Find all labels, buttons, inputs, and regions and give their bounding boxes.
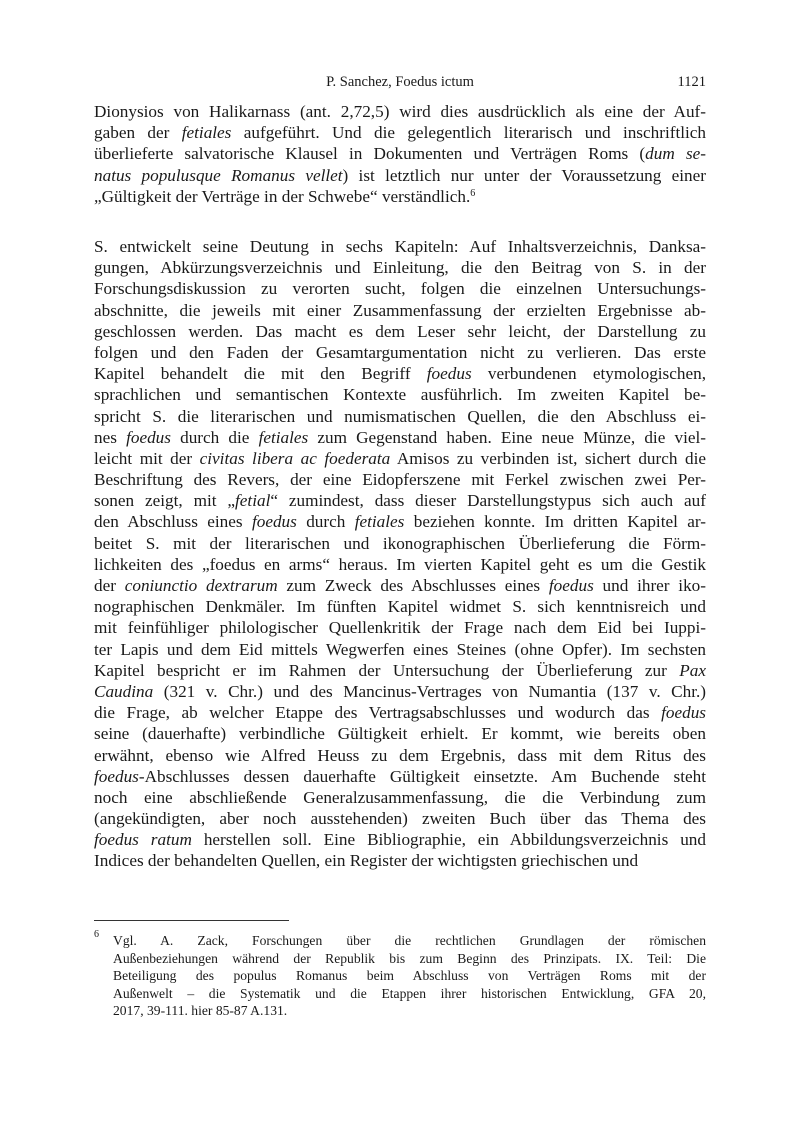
text-run: lichkeiten des „foedus en arms“ heraus. Im vierten Kapitel geht es um die Gestik bbox=[94, 554, 706, 574]
text-run: Amisos zu verbinden ist, sichert durch die bbox=[390, 448, 706, 468]
text-line bbox=[94, 257, 706, 278]
text-line bbox=[94, 596, 706, 617]
text-run: gaben der bbox=[94, 123, 182, 143]
text-run: mit feinfühliger philologischer Quellenkritik der Frage nach dem Eid bei Iuppi- bbox=[94, 618, 706, 638]
text-run: Beschriftung des Revers, der eine Eidopferszene mit Ferkel zwischen zwei Per- bbox=[94, 470, 706, 490]
italic-term: foedus bbox=[548, 576, 594, 595]
text-line bbox=[94, 850, 706, 871]
text-run: spricht S. die literarischen und numismatischen Quellen, die den Abschluss ei- bbox=[94, 406, 706, 426]
text-run: seine (dauerhafte) verbindliche Gültigkeit erhielt. Er kommt, wie bereits oben bbox=[94, 724, 706, 744]
text-run: ) ist letztlich nur unter der Voraussetzung einer bbox=[342, 165, 706, 185]
text-line bbox=[94, 511, 706, 532]
italic-term: foedus bbox=[251, 512, 297, 532]
footnote-line: 2017, 39-111. hier 85-87 A.131. bbox=[113, 1003, 288, 1019]
text-run: noch eine abschließende Generalzusammenfassung, die die Verbindung zum bbox=[94, 787, 706, 807]
text-run: den Abschluss eines bbox=[94, 512, 252, 532]
text-line bbox=[94, 448, 706, 469]
text-run: Indices der behandelten Quellen, ein Register der wichtigsten griechischen und bbox=[94, 851, 639, 871]
text-line bbox=[94, 165, 706, 186]
text-run: erwähnt, ebenso wie Alfred Heuss zu dem Ergebnis, dass mit dem Ritus des bbox=[94, 745, 706, 765]
text-run: geschlossen werden. Das macht es dem Leser sehr leicht, der Darstellung zu bbox=[94, 321, 706, 341]
text-run: gungen, Abkürzungsverzeichnis und Einleitung, die den Beitrag von S. in der bbox=[94, 258, 706, 278]
text-run: die Frage, ab welcher Etappe des Vertragsabschlusses und wodurch das bbox=[94, 703, 662, 723]
text-run: „Gültigkeit der Verträge in der Schwebe“ verständlich. bbox=[94, 186, 471, 206]
text-run: Dionysios von Halikarnass (ant. 2,72,5) wird dies ausdrücklich als eine der Auf- bbox=[94, 102, 706, 121]
footnote-line: Außenbeziehungen während der Republik bis zum Beginn des Prinzipats. IX. Teil: Die bbox=[113, 950, 706, 966]
text-run: “ zumindest, dass dieser Darstellungstypus sich auch auf bbox=[270, 491, 706, 511]
italic-term: fetiales bbox=[258, 427, 309, 447]
text-line bbox=[94, 639, 706, 660]
text-run: verbundenen etymologischen, bbox=[471, 364, 706, 384]
text-run: -Abschlusses dessen dauerhafte Gültigkeit einsetzte. Am Buchende steht bbox=[138, 766, 706, 786]
italic-term: fetiales bbox=[181, 123, 232, 143]
text-run: beziehen konnte. Im dritten Kapitel ar- bbox=[404, 512, 706, 532]
text-run: Kapitel bespricht er im Rahmen der Untersuchung der Überlieferung zur bbox=[94, 660, 680, 680]
text-run: sprachlichen und semantischen Kontexte ausführlich. Im zweiten Kapitel be- bbox=[94, 385, 706, 405]
footnote-line: Außenwelt – die Systematik und die Etappen ihrer historischen Entwicklung, GFA 20, bbox=[113, 985, 706, 1001]
text-line bbox=[94, 490, 706, 511]
text-line bbox=[94, 766, 706, 787]
text-run: Kapitel behandelt die mit den Begriff bbox=[94, 364, 427, 384]
paragraph-2 bbox=[94, 236, 706, 872]
text-run: nographischen Denkmäler. Im fünften Kapitel widmet S. sich kenntnisreich und bbox=[94, 597, 706, 617]
text-line bbox=[94, 236, 706, 257]
text-line bbox=[94, 101, 706, 122]
text-run: (321 v. Chr.) und des Mancinus-Vertrages von Numantia (137 v. Chr.) bbox=[153, 681, 706, 701]
italic-term: coniunctio dextrarum bbox=[124, 576, 278, 595]
text-run: abschnitte, die jeweils mit einer Zusammenfassung der erzielten Ergebnisse ab- bbox=[94, 300, 706, 320]
text-line bbox=[94, 300, 706, 321]
text-line bbox=[94, 533, 706, 554]
text-line bbox=[94, 384, 706, 405]
italic-term: natus populusque Romanus vellet bbox=[94, 165, 343, 185]
text-line bbox=[94, 829, 706, 850]
text-line bbox=[94, 660, 706, 681]
text-run: folgen und den Faden der Gesamtargumentation nicht zu verlieren. Das erste bbox=[94, 342, 706, 362]
italic-term: dum se- bbox=[645, 144, 706, 164]
text-run: und ihrer iko- bbox=[593, 576, 706, 595]
running-header bbox=[94, 74, 706, 94]
text-run: herstellen soll. Eine Bibliographie, ein Abbildungsverzeichnis und bbox=[191, 830, 706, 850]
text-run: Forschungsdiskussion zu verorten sucht, folgen die einzelnen Untersuchungs- bbox=[94, 279, 706, 299]
italic-term: fetiales bbox=[354, 512, 405, 532]
italic-term: foedus ratum bbox=[94, 830, 192, 850]
italic-term: foedus bbox=[661, 703, 706, 723]
text-run: zum Zweck des Abschlusses eines bbox=[277, 576, 549, 595]
text-line bbox=[94, 143, 706, 164]
footnote-text bbox=[113, 932, 706, 1020]
text-line bbox=[94, 575, 706, 596]
italic-term: fetial bbox=[235, 491, 271, 511]
text-line bbox=[94, 617, 706, 638]
page-number: 1121 bbox=[677, 74, 706, 90]
text-run: aufgeführt. Und die gelegentlich literarisch und inschriftlich bbox=[231, 123, 706, 143]
text-run: ter Lapis und dem Eid mittels Wegwerfen eines Steines (ohne Opfer). Im sechsten bbox=[94, 639, 706, 659]
text-line bbox=[94, 278, 706, 299]
text-run: überlieferte salvatorische Klausel in Dokumenten und Verträgen Roms ( bbox=[94, 144, 646, 164]
text-run: leicht mit der bbox=[94, 448, 200, 468]
text-run: durch die bbox=[170, 427, 259, 447]
text-line bbox=[94, 469, 706, 490]
text-run: der bbox=[94, 576, 125, 595]
footnote-number: 6 bbox=[94, 929, 99, 940]
text-line bbox=[94, 554, 706, 575]
text-run: nes bbox=[94, 427, 127, 447]
text-line bbox=[94, 186, 706, 207]
text-line bbox=[94, 745, 706, 766]
text-line bbox=[94, 321, 706, 342]
text-line bbox=[94, 342, 706, 363]
footnote-separator bbox=[94, 920, 289, 921]
text-line bbox=[94, 723, 706, 744]
footnote-line: Beteiligung des populus Romanus beim Abschluss von Verträgen Roms mit der bbox=[113, 968, 706, 984]
text-line bbox=[94, 702, 706, 723]
italic-term: civitas libera ac foederata bbox=[199, 448, 391, 468]
paragraph-1 bbox=[94, 101, 706, 207]
italic-term: foedus bbox=[94, 766, 139, 786]
italic-term: Pax bbox=[679, 660, 706, 680]
footnote-line: Vgl. A. Zack, Forschungen über die rechtlichen Grundlagen der römischen bbox=[113, 933, 706, 948]
text-line bbox=[94, 122, 706, 143]
italic-term: foedus bbox=[126, 427, 171, 447]
text-run: durch bbox=[296, 512, 355, 532]
text-run: (angekündigten, aber noch ausstehenden) zweiten Buch über das Thema des bbox=[94, 809, 706, 829]
italic-term: foedus bbox=[426, 364, 472, 384]
text-line bbox=[94, 363, 706, 384]
footnote-reference[interactable]: 6 bbox=[470, 187, 476, 199]
text-line bbox=[94, 787, 706, 808]
text-line bbox=[94, 427, 706, 448]
running-title: P. Sanchez, Foedus ictum bbox=[326, 74, 474, 90]
text-run: beitet S. mit der literarischen und ikonographischen Überlieferung die Förm- bbox=[94, 533, 706, 553]
text-run: sonen zeigt, mit „ bbox=[94, 491, 236, 511]
italic-term: Caudina bbox=[94, 681, 154, 701]
text-run: zum Gegenstand haben. Eine neue Münze, die viel- bbox=[308, 427, 706, 447]
text-run: S. entwickelt seine Deutung in sechs Kapiteln: Auf Inhaltsverzeichnis, Danksa- bbox=[94, 237, 706, 256]
text-line bbox=[94, 406, 706, 427]
text-line bbox=[94, 681, 706, 702]
text-line bbox=[94, 808, 706, 829]
